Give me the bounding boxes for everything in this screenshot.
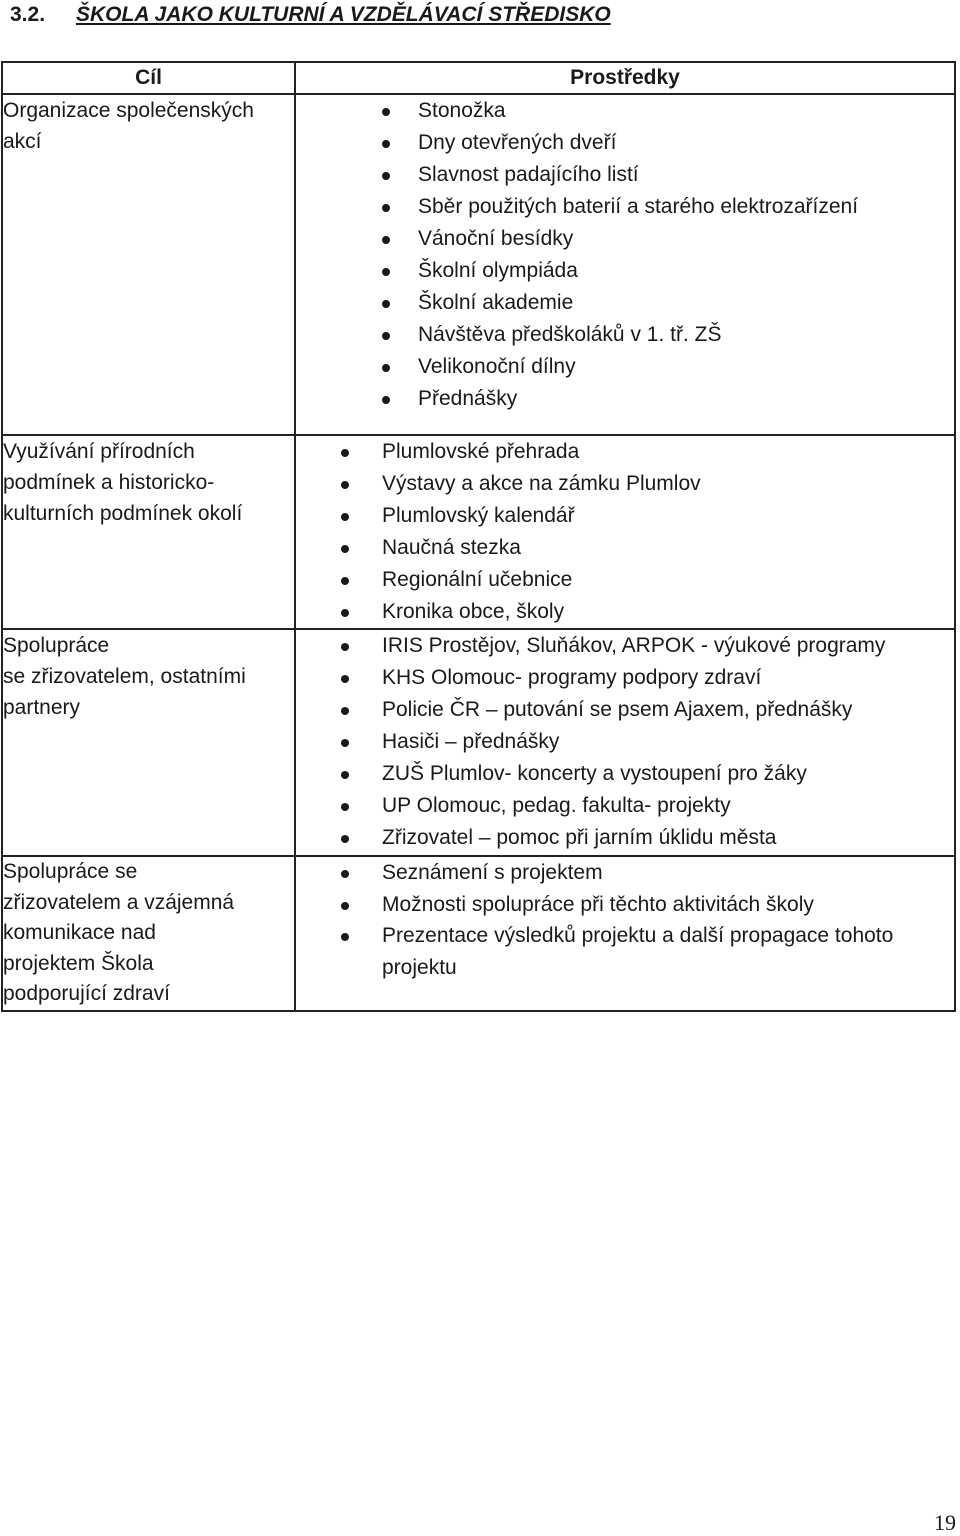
list-item: IRIS Prostějov, Sluňákov, ARPOK - výukové programy (296, 630, 954, 662)
list-item: Stonožka (296, 95, 954, 127)
list-item: Výstavy a akce na zámku Plumlov (296, 468, 954, 500)
list-item: Návštěva předškoláků v 1. tř. ZŠ (296, 319, 954, 351)
list-item: Školní olympiáda (296, 255, 954, 287)
section-title: ŠKOLA JAKO KULTURNÍ A VZDĚLÁVACÍ STŘEDISKO (76, 3, 611, 26)
means-cell (295, 435, 955, 629)
list-item: Dny otevřených dveří (296, 127, 954, 159)
list-item: Sběr použitých baterií a starého elektrozařízení (296, 191, 954, 223)
list-item: KHS Olomouc- programy podpory zdraví (296, 662, 954, 694)
means-list (296, 857, 954, 983)
list-item: Hasiči – přednášky (296, 726, 954, 758)
goal-line: projektem Škola (3, 951, 154, 975)
means-cell (295, 629, 955, 856)
goal-line: partnery (3, 696, 81, 719)
means-list (296, 95, 954, 415)
goal-line: kulturních podmínek okolí (3, 502, 243, 525)
list-item: Seznámení s projektem (296, 857, 954, 889)
list-item: Velikonoční dílny (296, 351, 954, 383)
goal-cell (2, 629, 295, 856)
table-header-row (2, 62, 955, 94)
goals-means-table (1, 61, 956, 1012)
list-item: Možnosti spolupráce při těchto aktivitách školy (296, 889, 954, 921)
goal-cell (2, 856, 295, 1011)
goal-line: Spolupráce (3, 634, 110, 657)
goal-cell (2, 435, 295, 629)
goal-line: Spolupráce se (3, 860, 138, 883)
goal-line: Organizace společenských (3, 99, 254, 122)
list-item: Prezentace výsledků projektu a další propagace tohoto projektu (296, 920, 954, 983)
goal-line: podmínek a historicko- (3, 471, 215, 494)
header-goal: Cíl (2, 62, 295, 94)
table-row (2, 629, 955, 856)
list-item: Slavnost padajícího listí (296, 159, 954, 191)
list-item: Naučná stezka (296, 532, 954, 564)
goal-cell (2, 94, 295, 435)
goal-line: podporující zdraví (3, 982, 170, 1005)
list-item: Regionální učebnice (296, 564, 954, 596)
table-row (2, 94, 955, 435)
goal-line: zřizovatelem a vzájemná (3, 890, 235, 914)
page-number: 19 (934, 1510, 956, 1535)
means-list (296, 630, 954, 854)
goal-line: Využívání přírodních (3, 440, 195, 463)
means-list (296, 436, 954, 628)
table-row (2, 856, 955, 1011)
list-item: Zřizovatel – pomoc při jarním úklidu města (296, 822, 954, 854)
list-item: Školní akademie (296, 287, 954, 319)
table-row (2, 435, 955, 629)
goal-line: se zřizovatelem, ostatními (3, 665, 246, 688)
header-means: Prostředky (295, 62, 955, 94)
list-item: Vánoční besídky (296, 223, 954, 255)
goal-line: komunikace nad (3, 921, 156, 944)
list-item: Přednášky (296, 383, 954, 415)
means-cell (295, 856, 955, 1011)
list-item: ZUŠ Plumlov- koncerty a vystoupení pro žáky (296, 758, 954, 790)
means-cell (295, 94, 955, 435)
list-item: Kronika obce, školy (296, 596, 954, 628)
section-heading (10, 3, 611, 27)
list-item: UP Olomouc, pedag. fakulta- projekty (296, 790, 954, 822)
list-item: Policie ČR – putování se psem Ajaxem, přednášky (296, 694, 954, 726)
goal-line: akcí (3, 130, 42, 153)
list-item: Plumlovské přehrada (296, 436, 954, 468)
list-item: Plumlovský kalendář (296, 500, 954, 532)
section-number: 3.2. (10, 3, 46, 26)
